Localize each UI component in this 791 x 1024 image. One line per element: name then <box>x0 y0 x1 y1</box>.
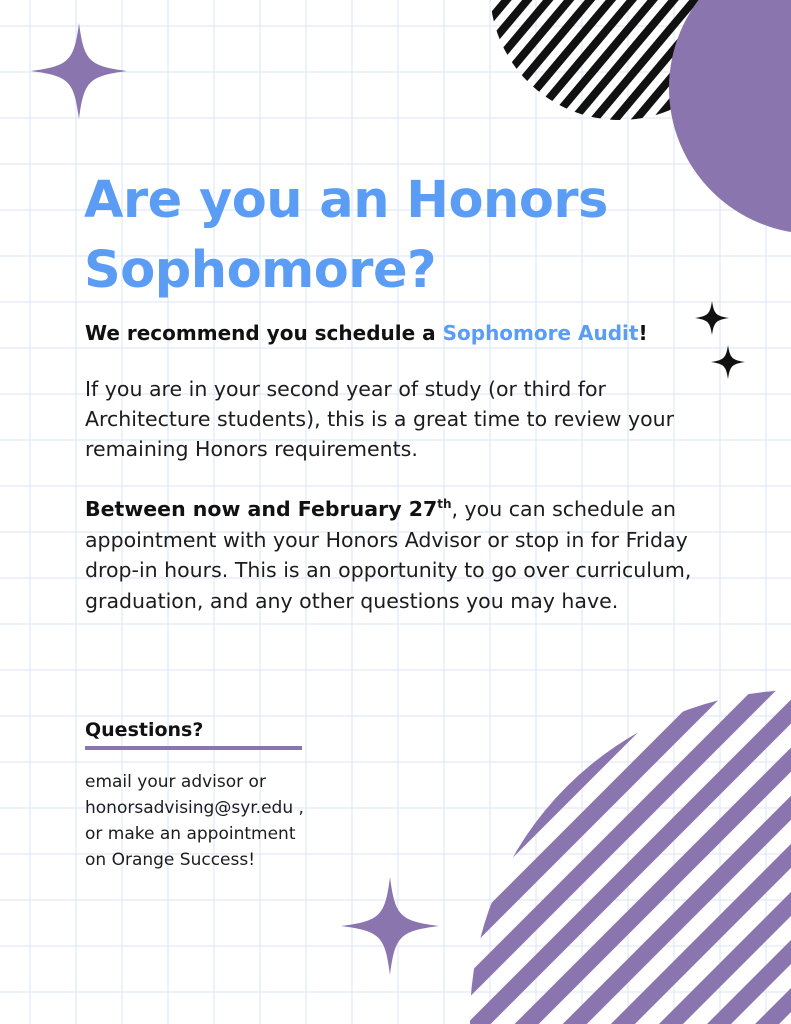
sophomore-audit-highlight: Sophomore Audit <box>442 321 639 345</box>
intro-paragraph <box>85 374 725 464</box>
details-line: graduation, and any other questions you may have. <box>85 588 619 613</box>
page-title <box>84 166 724 306</box>
deadline-superscript: th <box>437 497 452 511</box>
recommendation-text: We recommend you schedule a <box>85 321 443 345</box>
title-line-1: Are you an Honors <box>84 171 608 230</box>
details-line-rest: , you can schedule an <box>451 497 677 521</box>
purple-sparkle-top-left <box>30 22 128 120</box>
intro-line: If you are in your second year of study (or third for <box>85 377 606 401</box>
details-paragraph <box>85 494 735 616</box>
contact-email-line[interactable]: honorsadvising@syr.edu , <box>85 798 304 818</box>
deadline-bold: Between now and February 27 <box>85 497 438 521</box>
recommendation-exclamation: ! <box>638 321 648 345</box>
details-line: drop-in hours. This is an opportunity to go over curriculum, <box>85 558 692 582</box>
questions-heading: Questions? <box>85 719 204 741</box>
questions-underline <box>85 746 302 750</box>
details-first-line <box>85 494 735 525</box>
contact-info <box>85 769 385 873</box>
recommendation-heading <box>85 318 705 348</box>
title-line-2: Sophomore? <box>84 241 437 300</box>
contact-line: email your advisor or <box>85 772 266 792</box>
contact-line: on Orange Success! <box>85 850 256 870</box>
intro-line: remaining Honors requirements. <box>85 437 418 461</box>
contact-line: or make an appointment <box>85 824 296 844</box>
intro-line: Architecture students), this is a great time to review your <box>85 407 675 431</box>
striped-purple-circle <box>470 690 791 1024</box>
details-line: appointment with your Honors Advisor or stop in for Friday <box>85 527 688 552</box>
purple-sparkle-bottom <box>340 876 440 976</box>
